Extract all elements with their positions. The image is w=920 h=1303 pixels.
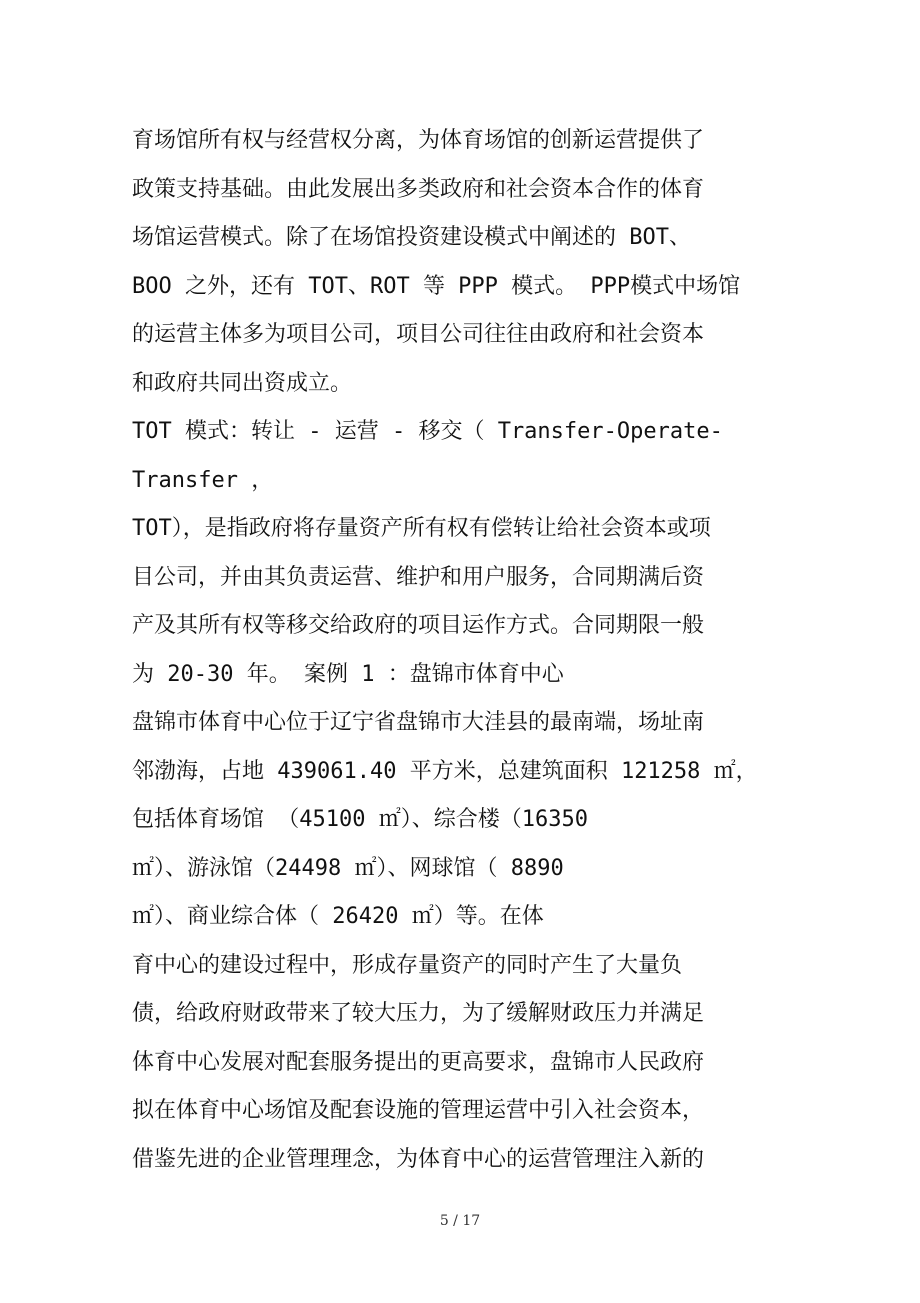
body-text	[132, 121, 792, 1188]
text-line: ㎡）、商业综合体（ 26420 ㎡）等。在体	[132, 904, 544, 929]
text-line: 政策支持基础。由此发展出多类政府和社会资本合作的体育	[132, 176, 705, 202]
text-line: 包括体育场馆 （45100 ㎡）、综合楼（16350	[132, 807, 588, 832]
text-line: 拟在体育中心场馆及配套设施的管理运营中引入社会资本，	[132, 1098, 705, 1123]
text-line: 债，给政府财政带来了较大压力，为了缓解财政压力并满足	[132, 1001, 705, 1026]
text-line: 盘锦市体育中心位于辽宁省盘锦市大洼县的最南端，场址南	[132, 710, 705, 735]
text-line: 和政府共同出资成立。	[132, 370, 353, 396]
text-line: TOT 模式：转让 - 运营 - 移交（ Transfer-Operate-	[132, 419, 723, 444]
text-line: TOT），是指政府将存量资产所有权有偿转让给社会资本或项	[132, 516, 711, 541]
text-line: 产及其所有权等移交给政府的项目运作方式。合同期限一般	[132, 613, 705, 638]
page-number: 5 / 17	[439, 1213, 481, 1229]
text-line: ㎡）、游泳馆（24498 ㎡）、网球馆（ 8890	[132, 855, 564, 881]
text-line: 场馆运营模式。除了在场馆投资建设模式中阐述的 BOT、	[132, 225, 691, 250]
text-line: BOO 之外，还有 TOT、ROT 等 PPP 模式。 PPP模式中场馆	[132, 273, 741, 299]
text-line: Transfer ，	[132, 467, 274, 493]
text-line: 邻渤海，占地 439061.40 平方米，总建筑面积 121258 ㎡，	[132, 758, 758, 784]
text-line: 目公司，并由其负责运营、维护和用户服务，合同期满后资	[132, 564, 705, 590]
case-heading-line: 为 20-30 年。 案例 1 ：盘锦市体育中心	[132, 661, 564, 687]
text-line: 的运营主体多为项目公司，项目公司往往由政府和社会资本	[132, 322, 705, 347]
text-line: 育场馆所有权与经营权分离，为体育场馆的创新运营提供了	[132, 128, 705, 153]
text-line: 体育中心发展对配套服务提出的更高要求，盘锦市人民政府	[132, 1049, 705, 1075]
text-line: 借鉴先进的企业管理理念，为体育中心的运营管理注入新的	[132, 1146, 705, 1172]
text-line: 育中心的建设过程中，形成存量资产的同时产生了大量负	[132, 952, 683, 978]
